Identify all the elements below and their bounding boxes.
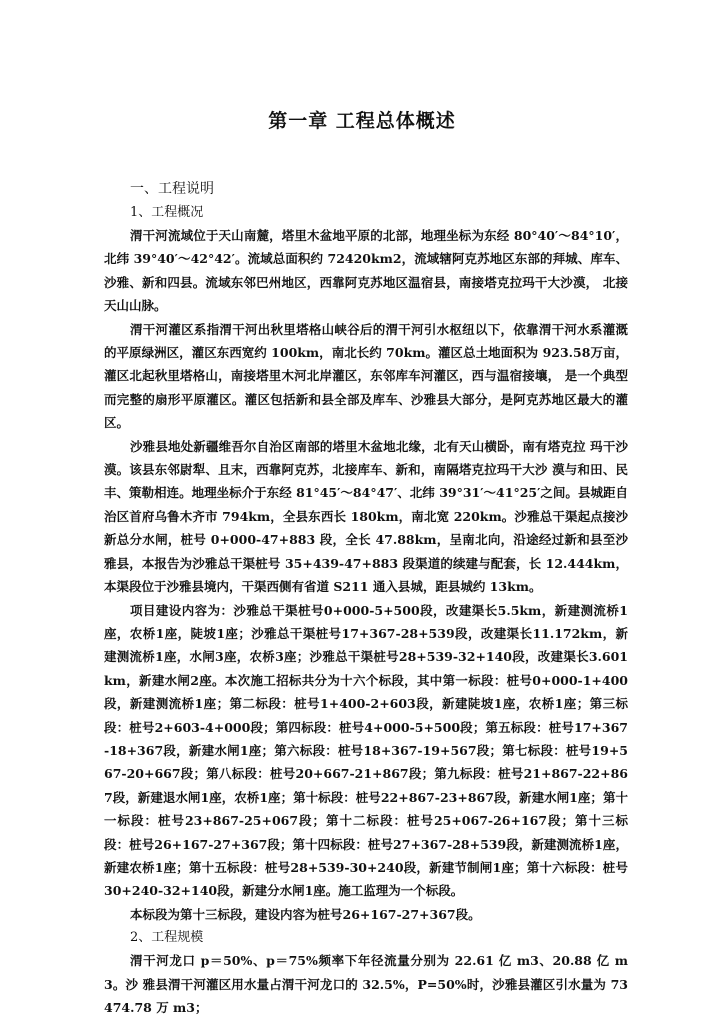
paragraph-this-section: 本标段为第十三标段，建设内容为桩号26+167-27+367段。: [130, 906, 481, 922]
paragraph-construction-content: 项目建设内容为：沙雅总干渠桩号0+000-5+500段，改建渠长5.5km，新建测流桥1座，农桥1座，陡坡1座；沙雅总干渠桩号17+367-28+539段，改建渠长11.172km，新建测流桥1座，水闸3座，农桥3座；沙雅总干渠桩号28+539-32+140段，改建渠长3.601km，新建水闸2座。本次施工招标共分为十六个标段，其中第一标段：桩号0+000-1+400段，新建测流桥1座；第二标段：桩号1+400-2+603段，新建陡坡1座，农桥1座；第三标段：桩号2+603-4+000段；第四标段：桩号4+000-5+500段；第五标段：桩号17+367-18+367段，新建水闸1座；第六标段：桩号18+367-19+567段；第七标段：桩号19+567-20+667段；第八标段：桩号20+667-21+867段；第九标段：桩号21+867-22+867段，新建退水闸1座，农桥1座；第十标段：桩号22+867-23+867段，新建水闸1座；第十一标段：桩号23+867-25+067段；第十二标段：桩号25+067-26+167段；第十三标段：桩号26+167-27+367段；第十四标段：桩号27+367-28+539段，新建测流桥1座，新建农桥1座；第十五标段：桩号28+539-30+240段，新建节制闸1座；第十六标段：桩号30+240-32+140段，新建分水闸1座。施工监理为一个标段。: [104, 602, 628, 899]
paragraph-runoff: 渭干河龙口 p＝50%、p＝75%频率下年径流量分别为 22.61 亿 m3、20.88 亿 m3。沙 雅县渭干河灌区用水量占渭干河龙口的 32.5%，P=50%时，沙雅县灌区引水量为 73474.78 万 m3；: [104, 953, 628, 1015]
paragraph-shaya-county: 沙雅县地处新疆维吾尔自治区南部的塔里木盆地北缘，北有天山横卧，南有塔克拉 玛干沙漠。该县东邻尉犁、且末，西靠阿克苏，北接库车、新和，南隔塔克拉玛干大沙 漠与和田、民丰、策勒相连。地理坐标介于东经 81°45′～84°47′、北纬 39°31′～41°25′之间。县城距自治区首府乌鲁木齐市 794km，全县东西长 180km，南北宽 220km。沙雅总干渠起点接沙新总分水闸，桩号 0+000-47+883 段，全长 47.88km，呈南北向，沿途经过新和县至沙雅县，本报告为沙雅总干渠桩号 35+439-47+883 段渠道的续建与配套，长 12.444km，本渠段位于沙雅县境内，干渠西侧有省道 S211 通入县城，距县城约 13km。: [104, 438, 628, 595]
sub-heading-scale: 2、工程规模: [130, 930, 204, 946]
sub-heading-overview: 1、工程概况: [130, 205, 204, 220]
document-body: [104, 178, 628, 1019]
section-heading: 一、工程说明: [130, 181, 214, 197]
chapter-title: 第一章 工程总体概述: [268, 110, 456, 132]
paragraph-irrigation-area: 渭干河灌区系指渭干河出秋里塔格山峡谷后的渭干河引水枢纽以下，依靠渭干河水系灌溉的平原绿洲区，灌区东西宽约 100km，南北长约 70km。灌区总土地面积为 923.58万亩，灌区北起秋里塔格山，南接塔里木河北岸灌区，东邻库车河灌区，西与温宿接壤， 是一个典型而完整的扇形平原灌区。灌区包括新和县全部及库车、沙雅县大部分，是阿克苏地区最大的灌区。: [104, 321, 628, 431]
paragraph-basin-location: 渭干河流域位于天山南麓，塔里木盆地平原的北部，地理坐标为东经 80°40′～84°10′，北纬 39°40′～42°42′。流域总面积约 72420km2，流域辖阿克苏地区东部的拜城、库车、沙雅、新和四县。流域东邻巴州地区，西靠阿克苏地区温宿县，南接塔克拉玛干大沙漠， 北接天山山脉。: [104, 228, 628, 314]
